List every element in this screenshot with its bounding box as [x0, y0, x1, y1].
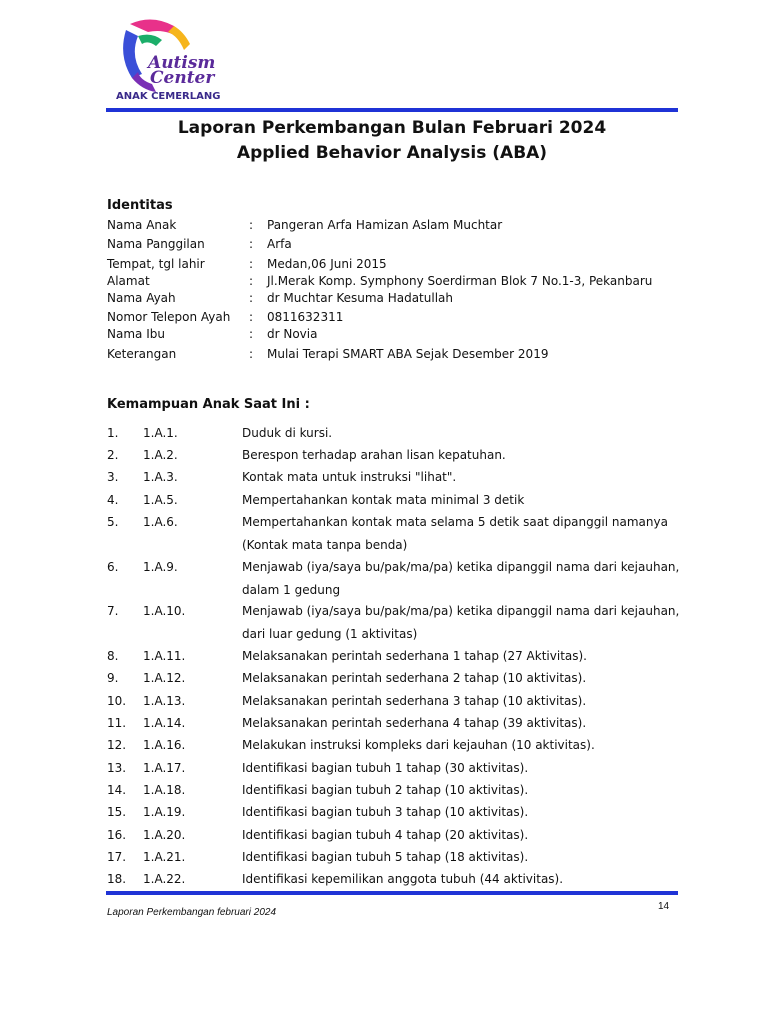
- identitas-value: Pangeran Arfa Hamizan Aslam Muchtar: [267, 218, 503, 232]
- item-description: Menjawab (iya/saya bu/pak/ma/pa) ketika dipanggil nama dari kejauhan, dalam 1 gedung: [242, 560, 680, 597]
- svg-text:ANAK CEMERLANG: ANAK CEMERLANG: [116, 91, 221, 102]
- svg-text:Autism: Autism: [148, 53, 216, 73]
- identitas-label: Nomor Telepon Ayah: [107, 310, 231, 324]
- identitas-separator: :: [249, 310, 254, 324]
- identitas-label: Nama Anak: [107, 218, 177, 232]
- item-code: 1.A.11.: [143, 649, 186, 663]
- identitas-separator: :: [249, 327, 254, 341]
- item-description: Identifikasi bagian tubuh 3 tahap (10 aktivitas).: [242, 805, 529, 819]
- item-number: 16.: [107, 828, 127, 842]
- item-description: Kontak mata untuk instruksi "lihat".: [242, 470, 457, 484]
- item-code: 1.A.12.: [143, 671, 186, 685]
- item-number: 10.: [107, 694, 127, 708]
- identitas-separator: :: [249, 218, 254, 232]
- item-number: 14.: [107, 783, 127, 797]
- autism-center-logo: [112, 16, 230, 104]
- identitas-separator: :: [249, 347, 254, 361]
- report-subtitle: Applied Behavior Analysis (ABA): [236, 143, 548, 163]
- identitas-separator: :: [249, 274, 254, 288]
- item-code: 1.A.3.: [143, 470, 178, 484]
- item-number: 7.: [107, 604, 119, 618]
- item-number: 12.: [107, 738, 127, 752]
- header-rule: [106, 108, 678, 112]
- item-number: 1.: [107, 426, 119, 440]
- item-code: 1.A.19.: [143, 805, 186, 819]
- item-code: 1.A.9.: [143, 560, 178, 574]
- page-number: 14: [658, 901, 670, 912]
- identitas-label: Keterangan: [107, 347, 177, 361]
- identitas-value: Medan,06 Juni 2015: [267, 257, 387, 271]
- report-title: Laporan Perkembangan Bulan Februari 2024: [177, 118, 607, 138]
- identitas-label: Tempat, tgl lahir: [107, 257, 205, 271]
- identitas-value: Arfa: [267, 237, 292, 251]
- item-description: Identifikasi bagian tubuh 2 tahap (10 aktivitas).: [242, 783, 529, 797]
- identitas-value: Jl.Merak Komp. Symphony Soerdirman Blok 7 No.1-3, Pekanbaru: [267, 274, 653, 288]
- item-number: 6.: [107, 560, 119, 574]
- item-number: 8.: [107, 649, 119, 663]
- item-description: Identifikasi bagian tubuh 4 tahap (20 aktivitas).: [242, 828, 529, 842]
- item-code: 1.A.17.: [143, 761, 186, 775]
- item-number: 15.: [107, 805, 127, 819]
- identitas-value: Mulai Terapi SMART ABA Sejak Desember 2019: [267, 347, 549, 361]
- item-code: 1.A.14.: [143, 716, 186, 730]
- identitas-label: Nama Ibu: [107, 327, 165, 341]
- item-number: 18.: [107, 872, 127, 886]
- identitas-heading: Identitas: [107, 198, 173, 213]
- item-code: 1.A.1.: [143, 426, 178, 440]
- item-code: 1.A.5.: [143, 493, 178, 507]
- item-description: Identifikasi bagian tubuh 1 tahap (30 aktivitas).: [242, 761, 529, 775]
- item-description: Melaksanakan perintah sederhana 3 tahap (10 aktivitas).: [242, 694, 587, 708]
- item-description: Identifikasi bagian tubuh 5 tahap (18 aktivitas).: [242, 850, 529, 864]
- item-code: 1.A.18.: [143, 783, 186, 797]
- item-description: Melaksanakan perintah sederhana 1 tahap (27 Aktivitas).: [242, 649, 587, 663]
- item-description: Melaksanakan perintah sederhana 2 tahap (10 aktivitas).: [242, 671, 587, 685]
- item-description: Melakukan instruksi kompleks dari kejauhan (10 aktivitas).: [242, 738, 595, 752]
- item-code: 1.A.13.: [143, 694, 186, 708]
- item-code: 1.A.20.: [143, 828, 186, 842]
- footer-rule: [106, 891, 678, 895]
- item-number: 4.: [107, 493, 119, 507]
- item-description: Berespon terhadap arahan lisan kepatuhan.: [242, 448, 506, 462]
- identitas-separator: :: [249, 237, 254, 251]
- identitas-label: Nama Ayah: [107, 291, 176, 305]
- item-code: 1.A.16.: [143, 738, 186, 752]
- item-code: 1.A.10.: [143, 604, 186, 618]
- item-number: 5.: [107, 515, 119, 529]
- item-description: Menjawab (iya/saya bu/pak/ma/pa) ketika dipanggil nama dari kejauhan, dari luar gedung (1 aktivitas): [242, 604, 680, 641]
- item-code: 1.A.22.: [143, 872, 186, 886]
- svg-text:Center: Center: [150, 68, 215, 88]
- identitas-value: dr Novia: [267, 327, 318, 341]
- item-code: 1.A.2.: [143, 448, 178, 462]
- item-code: 1.A.21.: [143, 850, 186, 864]
- kemampuan-heading: Kemampuan Anak Saat Ini :: [107, 397, 310, 412]
- item-number: 2.: [107, 448, 119, 462]
- identitas-value: dr Muchtar Kesuma Hadatullah: [267, 291, 453, 305]
- identitas-separator: :: [249, 291, 254, 305]
- identitas-value: 0811632311: [267, 310, 344, 324]
- item-code: 1.A.6.: [143, 515, 178, 529]
- item-description: Duduk di kursi.: [242, 426, 333, 440]
- identitas-label: Nama Panggilan: [107, 237, 205, 251]
- item-number: 13.: [107, 761, 127, 775]
- item-description: Identifikasi kepemilikan anggota tubuh (44 aktivitas).: [242, 872, 564, 886]
- identitas-separator: :: [249, 257, 254, 271]
- item-number: 9.: [107, 671, 119, 685]
- item-description: Mempertahankan kontak mata minimal 3 detik: [242, 493, 525, 507]
- footer-text: Laporan Perkembangan februari 2024: [107, 907, 277, 918]
- item-description: Mempertahankan kontak mata selama 5 detik saat dipanggil namanya (Kontak mata tanpa benda): [242, 515, 668, 552]
- item-number: 11.: [107, 716, 127, 730]
- item-number: 17.: [107, 850, 127, 864]
- item-description: Melaksanakan perintah sederhana 4 tahap (39 aktivitas).: [242, 716, 587, 730]
- logo-graphic: [112, 16, 230, 104]
- identitas-label: Alamat: [107, 274, 150, 288]
- item-number: 3.: [107, 470, 119, 484]
